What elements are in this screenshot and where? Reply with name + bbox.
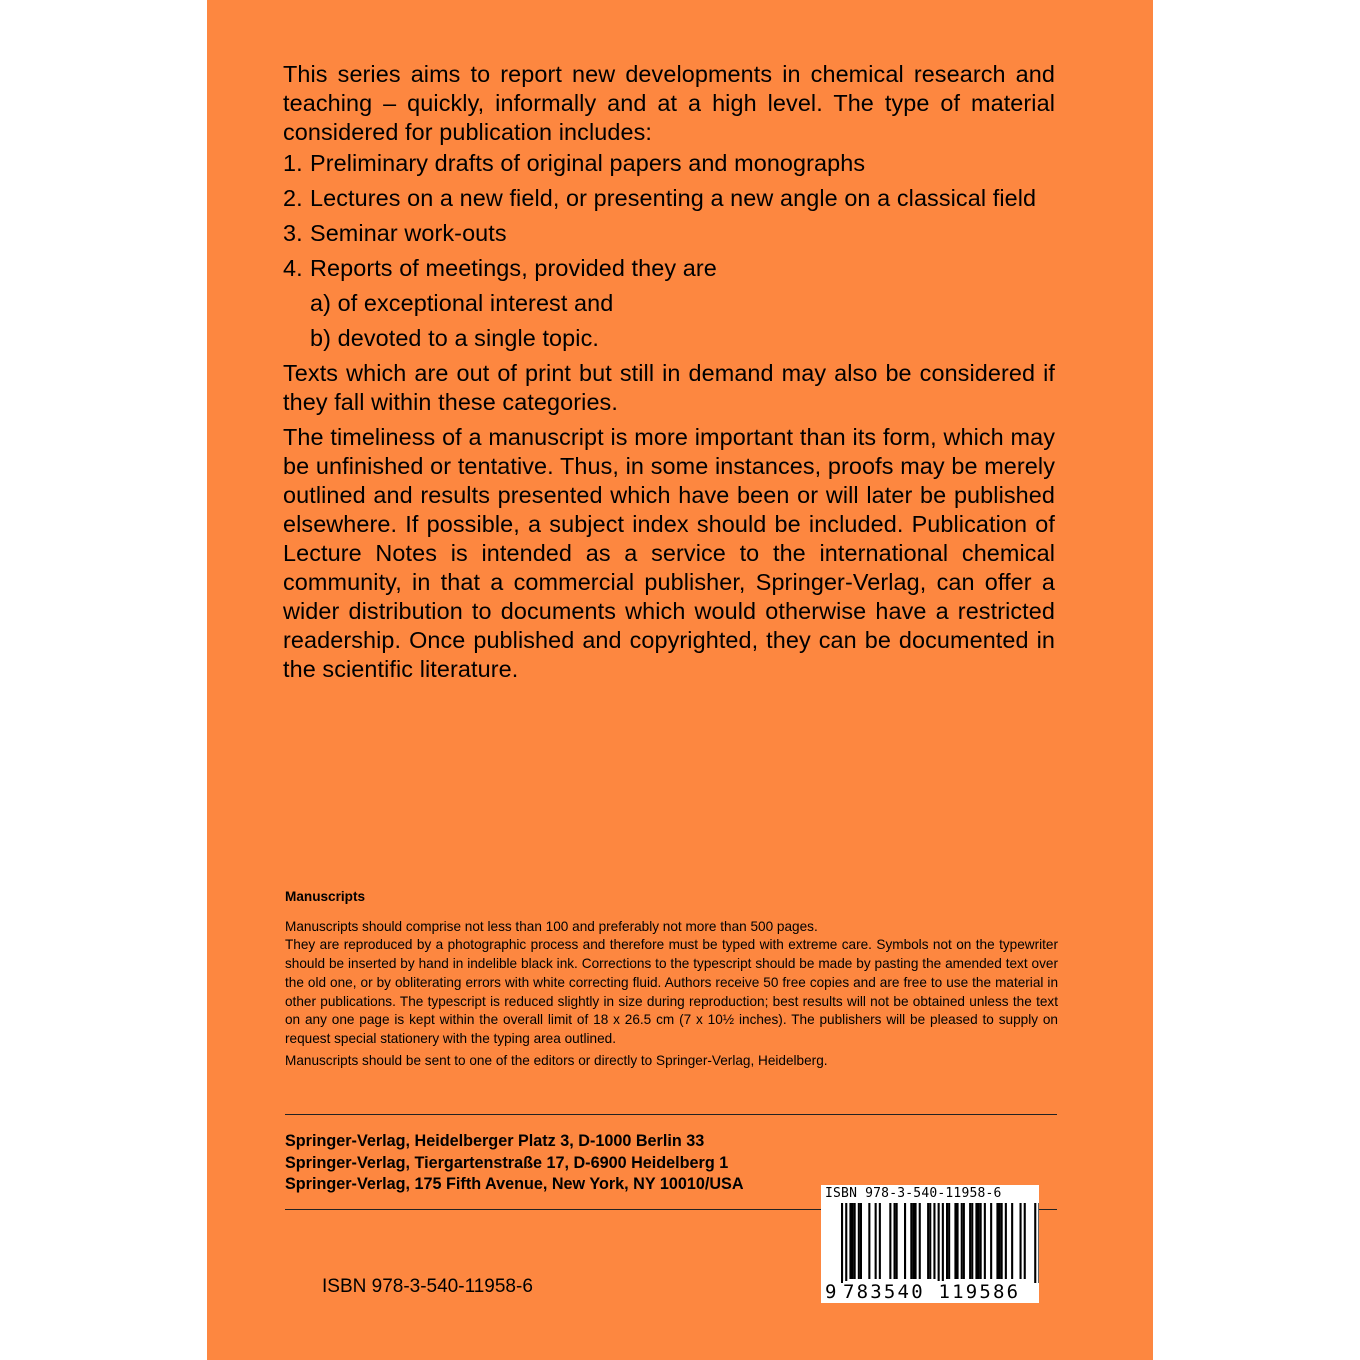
barcode-bar: [858, 1203, 860, 1279]
barcode-bars: [821, 1203, 1039, 1283]
barcode-bar: [929, 1203, 931, 1279]
barcode-isbn-text: ISBN 978-3-540-11958-6: [825, 1186, 1002, 1201]
manuscripts-body: They are reproduced by a photographic process and therefore must be typed with extreme care. Symbols not on the typewriter should be inserted by hand in indelible black ink. Corrections to the typescript should be made by pasting the amended text over the old one, or by obliterating errors with white correcting fluid. Authors receive 50 free copies and are free to use the material in other publications. The typescript is reduced slightly in size during reproduction; best results will not be obtained unless the text on any one page is kept within the overall limit of 18 x 26.5 cm (7 x 10½ inches). The publishers will be pleased to supply on request special stationery with the typing area outlined.: [285, 937, 1058, 1046]
barcode-bar: [1038, 1203, 1039, 1283]
publisher-addresses: [285, 1131, 744, 1196]
manuscripts-section: [285, 888, 1058, 1070]
barcode-bar: [849, 1203, 851, 1279]
barcode-bar: [946, 1203, 948, 1279]
barcode-bar: [919, 1203, 921, 1279]
barcode-bar: [1005, 1203, 1007, 1279]
material-list: [283, 149, 1055, 283]
barcode-bar: [868, 1203, 870, 1279]
barcode-bar: [996, 1203, 998, 1279]
address-heidelberg: Springer-Verlag, Tiergartenstraße 17, D-6900 Heidelberg 1: [285, 1153, 729, 1172]
barcode-bar: [841, 1203, 843, 1283]
manuscripts-heading: Manuscripts: [285, 889, 366, 904]
barcode-bar: [990, 1203, 992, 1279]
barcode-bar: [889, 1203, 891, 1279]
barcode-bar: [927, 1203, 929, 1279]
barcode-bar: [1001, 1203, 1003, 1279]
barcode-bar: [912, 1203, 914, 1279]
barcode-bar: [1011, 1203, 1013, 1279]
address-new-york: Springer-Verlag, 175 Fifth Avenue, New York, NY 10010/USA: [285, 1175, 744, 1193]
list-item: 1. Preliminary drafts of original papers and monographs: [283, 150, 866, 176]
barcode-bar: [933, 1203, 935, 1279]
barcode-bar: [978, 1203, 980, 1279]
barcode-bar: [860, 1203, 862, 1279]
timeliness-paragraph: The timeliness of a manuscript is more important than its form, which may be unfinished or tentative. Thus, in some instances, proofs may be merely outlined and results presented which have been or will later be published elsewhere. If possible, a subject index should be included. Publication of Lecture Notes is intended as a service to the international chemical community, in that a commercial publisher, Springer-Verlag, can offer a wider distribution to documents which would otherwise have a restricted readership. Once published and copyrighted, they can be documented in the scientific literature.: [283, 424, 1055, 682]
barcode-bar: [969, 1203, 971, 1279]
barcode-bar: [915, 1203, 917, 1279]
barcode-bar: [961, 1203, 963, 1279]
barcode-bar: [910, 1203, 912, 1279]
barcode-digits: 783540 119586: [843, 1281, 1033, 1303]
intro-paragraph: This series aims to report new developments in chemical research and teaching – quickly, informally and at a high level. The type of material considered for publication includes:: [283, 61, 1055, 145]
barcode-bar: [852, 1203, 854, 1279]
manuscripts-length: Manuscripts should comprise not less than 100 and preferably not more than 500 pages.: [285, 918, 818, 934]
series-description: [283, 60, 1055, 684]
barcode-bar: [1024, 1203, 1026, 1279]
address-berlin: Springer-Verlag, Heidelberger Platz 3, D-1000 Berlin 33: [285, 1132, 705, 1150]
list-item: 3. Seminar work-outs: [283, 220, 507, 246]
meeting-conditions-list: [310, 289, 1055, 353]
barcode-bar: [938, 1203, 940, 1283]
list-item: a) of exceptional interest and: [310, 290, 614, 316]
list-item: 2. Lectures on a new field, or presenting a new angle on a classical field: [283, 185, 1037, 211]
divider: [285, 1114, 1057, 1115]
barcode-bar: [971, 1203, 973, 1279]
barcode-bar: [999, 1203, 1001, 1279]
barcode-bar: [896, 1203, 898, 1279]
manuscripts-send: Manuscripts should be sent to one of the editors or directly to Springer-Verlag, Heidelberg.: [285, 1052, 828, 1068]
barcode-bar: [948, 1203, 950, 1279]
barcode-bar: [954, 1203, 956, 1279]
isbn-barcode: [821, 1185, 1039, 1303]
barcode-bar: [980, 1203, 982, 1279]
isbn-label: ISBN 978-3-540-11958-6: [322, 1276, 533, 1297]
barcode-bar: [957, 1203, 959, 1279]
barcode-bar: [942, 1203, 944, 1283]
barcode-bar: [963, 1203, 965, 1279]
barcode-bar: [845, 1203, 847, 1283]
barcode-bar: [879, 1203, 881, 1279]
barcode-bar: [854, 1203, 856, 1279]
barcode-bar: [1034, 1203, 1036, 1283]
back-cover: [207, 0, 1153, 1360]
barcode-lead-digit: 9: [825, 1281, 837, 1303]
barcode-bar: [975, 1203, 977, 1279]
barcode-bar: [875, 1203, 877, 1279]
list-item: b) devoted to a single topic.: [310, 325, 599, 351]
barcode-bar: [984, 1203, 986, 1279]
barcode-bar: [894, 1203, 896, 1279]
list-item: 4. Reports of meetings, provided they are: [283, 255, 717, 281]
barcode-bar: [904, 1203, 906, 1279]
barcode-bar: [1020, 1203, 1022, 1279]
texts-paragraph: Texts which are out of print but still in demand may also be considered if they fall within these categories.: [283, 360, 1055, 415]
